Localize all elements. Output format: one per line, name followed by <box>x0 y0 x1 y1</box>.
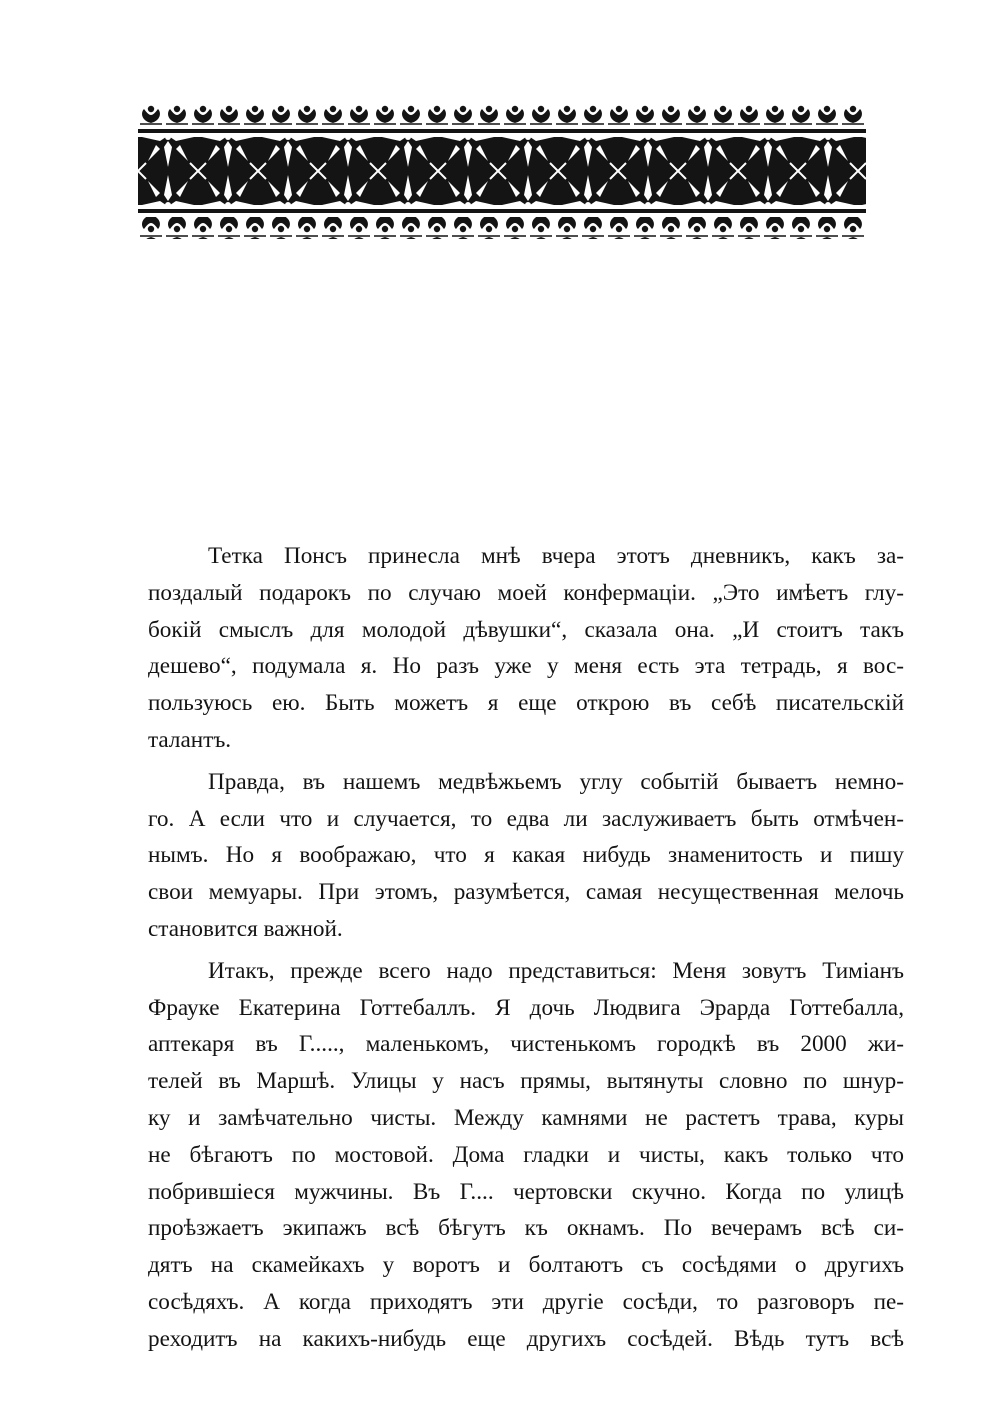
page-text <box>148 538 904 1363</box>
text-line: аптекаря въ Г....., маленькомъ, чистенькомъ городкѣ въ 2000 жи- <box>148 1031 904 1058</box>
text-line: бокій смыслъ для молодой дѣвушки“, сказала она. „И стоитъ такъ <box>148 616 904 643</box>
text-line: талантъ. <box>148 726 232 753</box>
paragraph <box>148 953 904 1358</box>
text-line: пользуюсь ею. Быть можетъ я еще открою въ себѣ писательскій <box>148 690 904 717</box>
text-line: Итакъ, прежде всего надо представиться: Меня зовутъ Тиміанъ <box>208 957 904 984</box>
text-line: дятъ на скамейкахъ у воротъ и болтаютъ съ сосѣдями о другихъ <box>148 1252 904 1279</box>
text-line: Правда, въ нашемъ медвѣжьемъ углу событій бываетъ немно- <box>208 768 904 795</box>
text-line: не бѣгаютъ по мостовой. Дома гладки и чисты, какъ только что <box>148 1141 904 1168</box>
ornamental-header-border <box>138 103 866 243</box>
text-line: Фрауке Екатерина Готтебаллъ. Я дочь Людвига Эрарда Готтебалла, <box>148 994 904 1021</box>
text-line: реходитъ на какихъ-нибудь еще другихъ сосѣдей. Вѣдь тутъ всѣ <box>148 1325 904 1352</box>
text-line: поздалый подарокъ по случаю моей конфермаціи. „Это имѣетъ глу- <box>148 579 904 606</box>
text-line: го. А если что и случается, то едва ли заслуживаетъ быть отмѣчен- <box>148 805 904 832</box>
text-line: дешево“, подумала я. Но разъ уже у меня есть эта тетрадь, я вос- <box>148 653 904 680</box>
text-line: проѣзжаетъ экипажъ всѣ бѣгутъ къ окнамъ. По вечерамъ всѣ си- <box>148 1215 904 1242</box>
text-line: Тетка Понсъ принесла мнѣ вчера этотъ дневникъ, какъ за- <box>208 543 904 569</box>
text-line: становится важной. <box>148 915 343 942</box>
paragraph <box>148 764 904 948</box>
text-line: нымъ. Но я воображаю, что я какая нибудь знаменитость и пишу <box>148 842 904 869</box>
text-line: свои мемуары. При этомъ, разумѣется, самая несущественная мелочь <box>148 879 904 906</box>
text-line: ку и замѣчательно чисты. Между камнями не растетъ трава, куры <box>148 1104 904 1131</box>
text-line: телей въ Маршѣ. Улицы у насъ прямы, вытянуты словно по шнур- <box>148 1068 904 1095</box>
text-line: сосѣдяхъ. А когда приходятъ эти другіе сосѣди, то разговоръ пе- <box>148 1288 904 1315</box>
paragraph <box>148 538 904 759</box>
text-line: побрившіеся мужчины. Въ Г.... чертовски скучно. Когда по улицѣ <box>148 1178 904 1205</box>
